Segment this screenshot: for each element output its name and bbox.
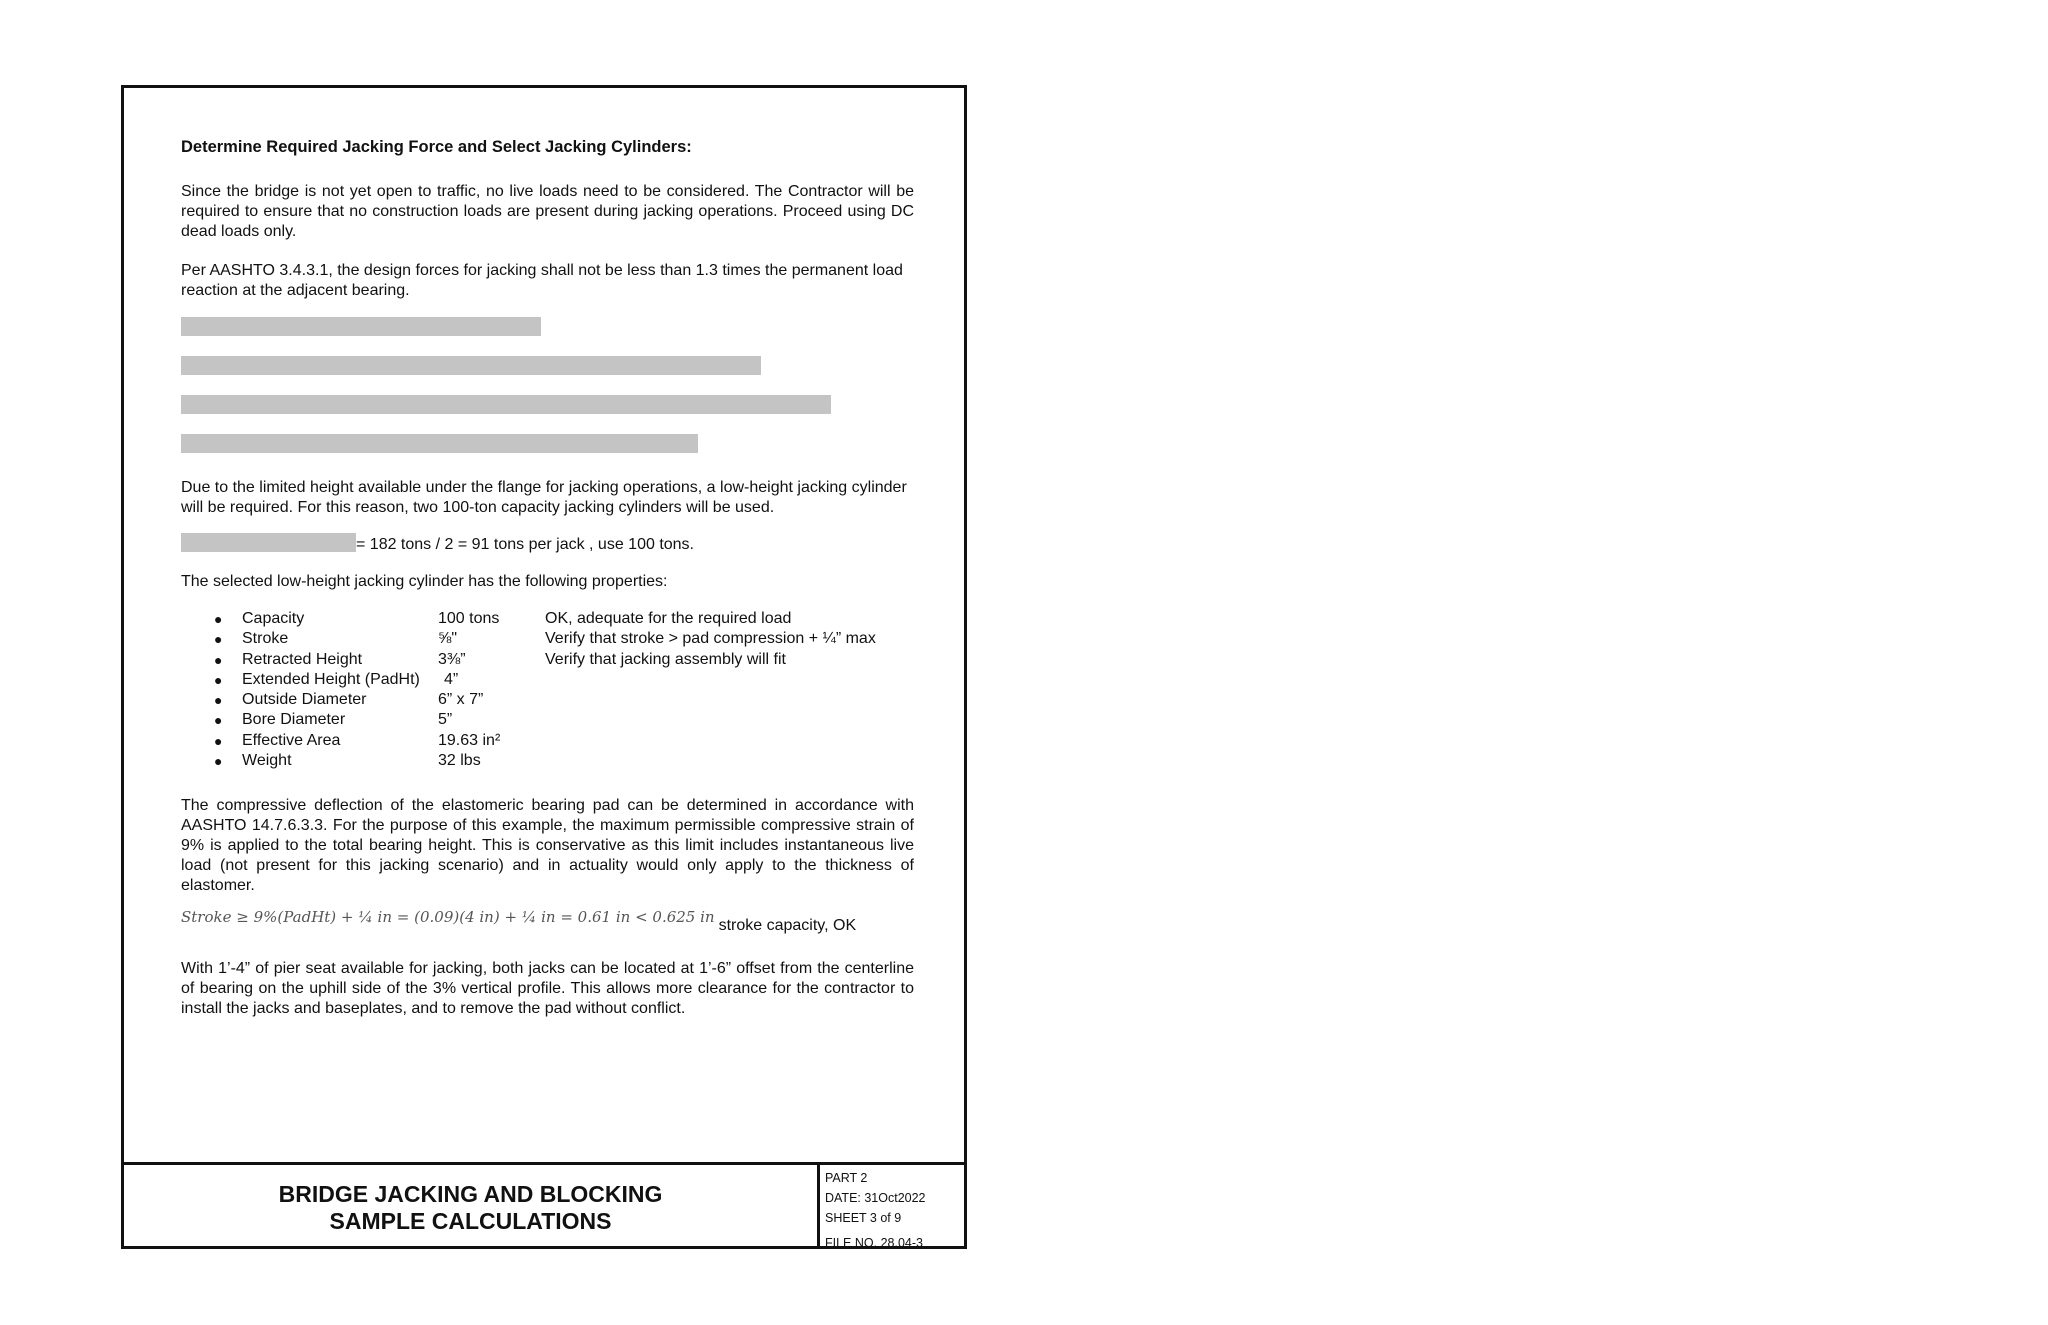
property-value: 3⅜” (438, 650, 466, 668)
property-name: Retracted Height (242, 650, 363, 668)
property-note: OK, adequate for the required load (545, 610, 792, 627)
date-label: DATE: 31Oct2022 (825, 1191, 926, 1205)
list-item (181, 629, 921, 649)
paragraph-deflection: The compressive deflection of the elastomeric bearing pad can be determined in accordance with AASHTO 14.7.6.3.3. For the purpose of this example, the maximum permissible compressive strain of 9% is applied to the total bearing height. This is conservative as this limit includes instantaneous live load (not present for this jacking scenario) and in actuality would only apply to the thickness of elastomer. (181, 797, 914, 894)
document-page (121, 85, 967, 1249)
list-item (181, 710, 921, 730)
redacted-line-3 (181, 395, 831, 414)
bullet: ● (214, 712, 223, 729)
bullet: ● (214, 651, 223, 668)
bullet: ● (214, 611, 223, 627)
section-heading: Determine Required Jacking Force and Select Jacking Cylinders: (181, 138, 692, 156)
property-note: Verify that stroke > pad compression + ¼” max (545, 630, 876, 648)
property-name: Stroke (242, 630, 289, 648)
sheet-number: SHEET 3 of 9 (825, 1211, 902, 1225)
formula-conclusion: stroke capacity, OK (718, 917, 857, 934)
jack-capacity-text: = 182 tons / 2 = 91 tons per jack , use 100 tons. (356, 536, 694, 553)
redacted-label (181, 533, 356, 552)
property-value: 6” x 7” (438, 691, 484, 709)
bullet: ● (214, 692, 223, 709)
redacted-line-2 (181, 356, 761, 375)
title-line-2: SAMPLE CALCULATIONS (329, 1208, 612, 1234)
title-line-1: BRIDGE JACKING AND BLOCKING (278, 1181, 663, 1207)
property-value: 5” (438, 711, 453, 729)
jack-capacity-line (181, 533, 694, 555)
list-item (181, 650, 921, 670)
document-title (124, 1181, 817, 1235)
list-item (181, 751, 921, 771)
properties-list (181, 609, 921, 771)
redacted-line-1 (181, 317, 541, 336)
bullet: ● (214, 671, 223, 688)
list-item (181, 609, 921, 629)
property-name: Extended Height (PadHt) (242, 670, 420, 688)
stroke-formula-line (181, 908, 857, 934)
paragraph-pier-seat: With 1’-4” of pier seat available for jacking, both jacks can be located at 1’-6” offset from the centerline of bearing on the uphill side of the 3% vertical profile. This allows more clearance for the contractor to install the jacks and baseplates, and to remove the pad without conflict. (181, 960, 914, 1017)
bullet: ● (214, 732, 223, 749)
stroke-formula: Stroke ≥ 9%(PadHt) + ¼ in = (0.09)(4 in) + ¼ in = 0.61 in < 0.625 in (181, 908, 715, 926)
property-note: Verify that jacking assembly will fit (545, 650, 786, 668)
list-item (181, 731, 921, 751)
properties-intro: The selected low-height jacking cylinder has the following properties: (181, 573, 668, 590)
redacted-line-4 (181, 434, 698, 453)
paragraph-aashto: Per AASHTO 3.4.3.1, the design forces for jacking shall not be less than 1.3 times the permanent load reaction at the adjacent bearing. (181, 262, 903, 299)
property-value: 100 tons (438, 610, 500, 627)
bullet: ● (214, 753, 223, 770)
title-block (124, 1162, 964, 1250)
paragraph-loads: Since the bridge is not yet open to traffic, no live loads need to be considered. The Contractor will be required to ensure that no construction loads are present during jacking operations. Proceed using DC dead loads only. (181, 183, 914, 240)
property-value: 4” (444, 670, 459, 688)
property-value: ⅝" (438, 630, 458, 648)
part-label: PART 2 (825, 1171, 868, 1185)
bullet: ● (214, 631, 223, 648)
property-value: 19.63 in² (438, 731, 501, 749)
property-name: Weight (242, 752, 292, 770)
list-item (181, 670, 921, 690)
list-item (181, 690, 921, 710)
paragraph-cylinder: Due to the limited height available under the flange for jacking operations, a low-height jacking cylinder will be required. For this reason, two 100-ton capacity jacking cylinders will be used. (181, 479, 907, 516)
property-name: Bore Diameter (242, 711, 346, 729)
property-value: 32 lbs (438, 752, 481, 770)
property-name: Effective Area (242, 731, 341, 749)
sheet-info-box (817, 1165, 964, 1250)
property-name: Outside Diameter (242, 691, 367, 709)
property-name: Capacity (242, 610, 305, 627)
file-number: FILE NO. 28.04-3 (825, 1236, 923, 1250)
